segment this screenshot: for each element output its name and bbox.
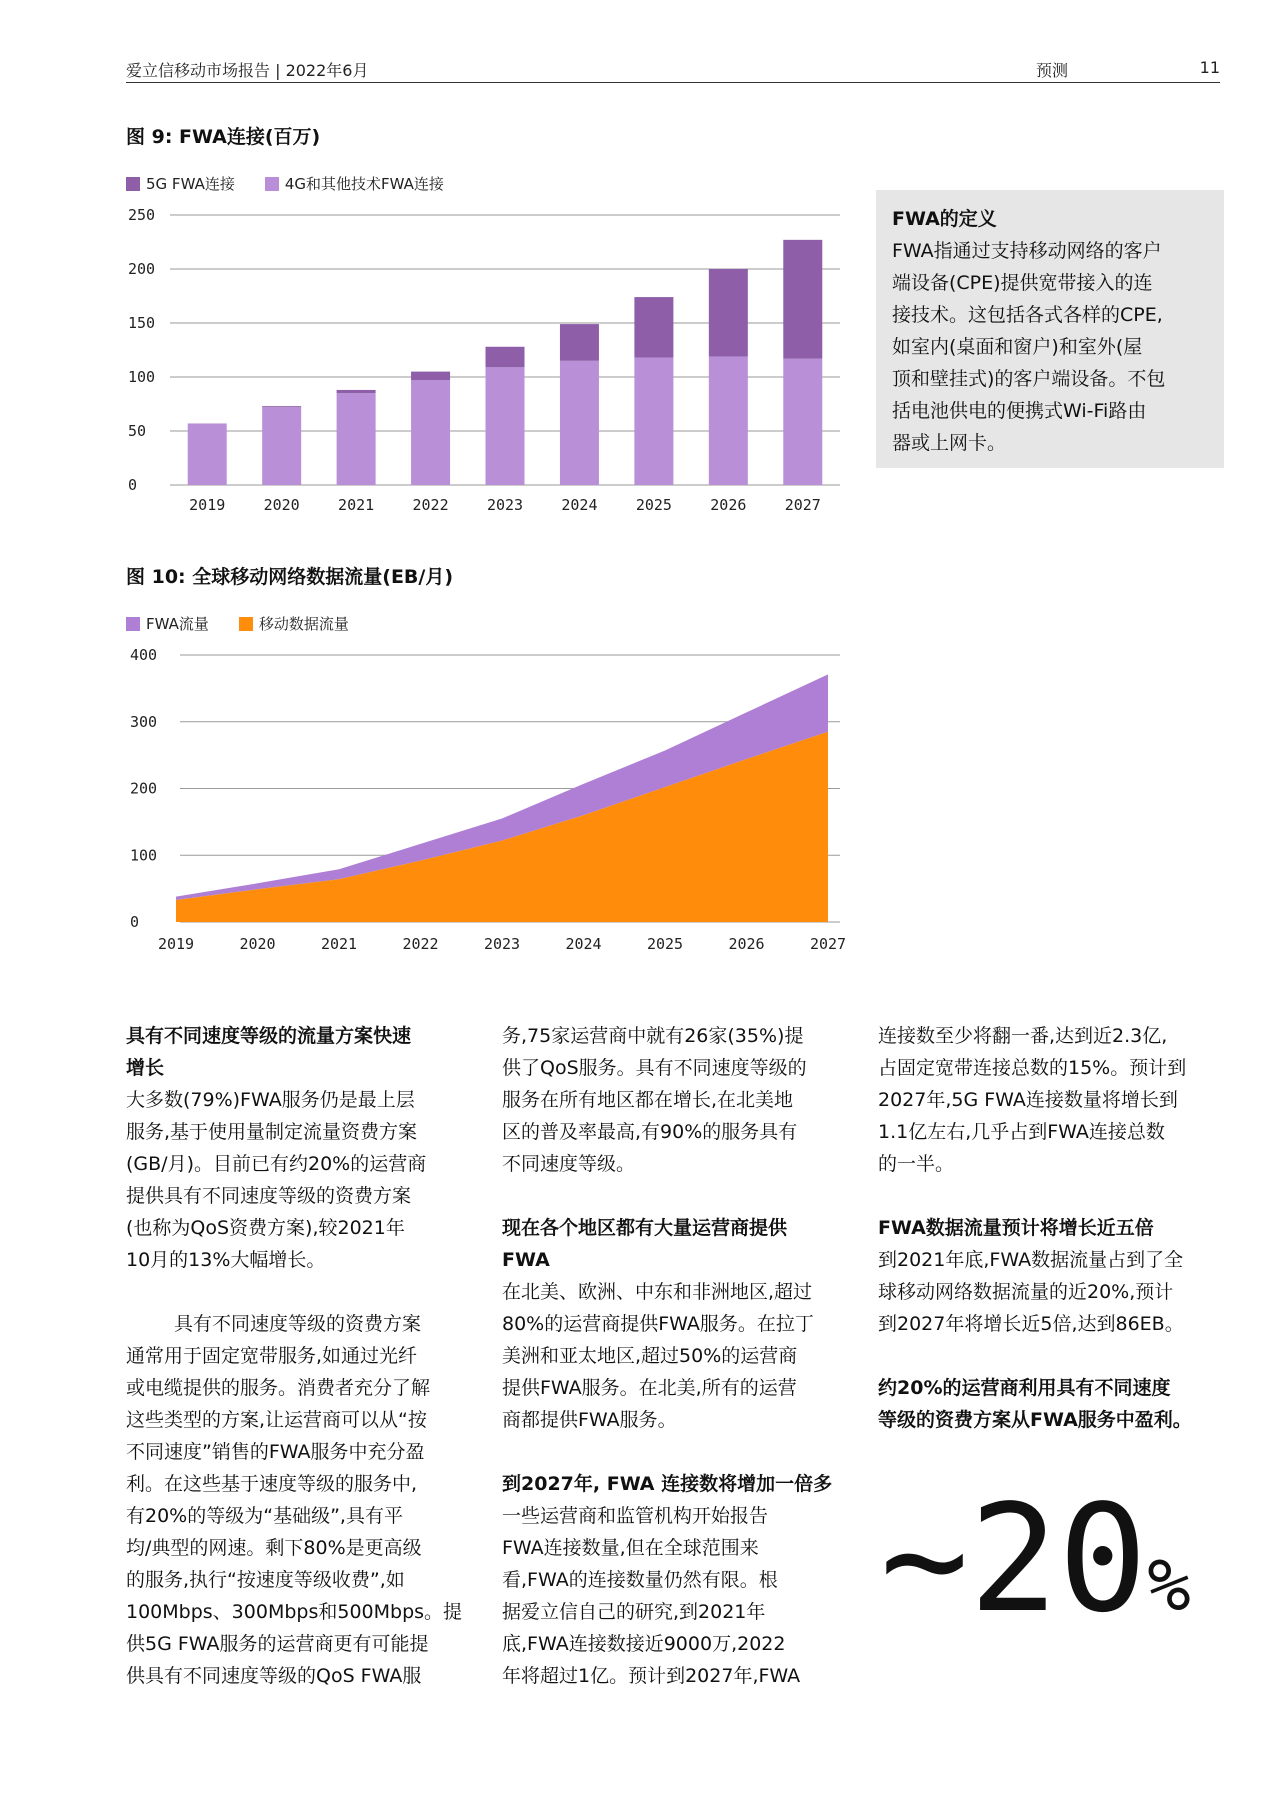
- text-line: 或电缆提供的服务。消费者充分了解: [126, 1377, 431, 1399]
- text-line: 连接数至少将翻一番,达到近2.3亿,: [878, 1025, 1168, 1047]
- y-tick-label: 50: [128, 422, 147, 440]
- definition-line: 器或上网卡。: [892, 432, 1007, 454]
- bar-4g-2024: [560, 361, 599, 485]
- text-line: 据爱立信自己的研究,到2021年: [502, 1601, 766, 1623]
- text-line: 到2027年将增长近5倍,达到86EB。: [878, 1313, 1184, 1335]
- section-heading: [126, 1020, 476, 1084]
- heading-line: 具有不同速度等级的流量方案快速: [126, 1025, 412, 1047]
- fwa-definition-box: [876, 190, 1224, 468]
- heading-line: FWA: [502, 1249, 550, 1271]
- text-line: 通常用于固定宽带服务,如通过光纤: [126, 1345, 418, 1367]
- y-tick-label: 200: [128, 260, 156, 278]
- column-1: [126, 1020, 476, 1692]
- legend-item-mobile: [239, 613, 349, 634]
- bar-4g-2022: [411, 380, 450, 485]
- text-line: 的一半。: [878, 1153, 955, 1175]
- y-tick-label: 150: [128, 314, 156, 332]
- definition-title: FWA的定义: [892, 208, 997, 230]
- bar-4g-2019: [188, 423, 227, 485]
- paragraph: [878, 1244, 1228, 1340]
- text-line: 10月的13%大幅增长。: [126, 1249, 326, 1271]
- y-tick-label: 0: [128, 476, 138, 494]
- bar-5g-2022: [411, 372, 450, 381]
- x-tick-label: 2024: [561, 496, 598, 514]
- text-line: 有20%的等级为“基础级”,具有平: [126, 1505, 403, 1527]
- heading-line: 增长: [126, 1057, 165, 1079]
- x-tick-label: 2027: [809, 935, 847, 953]
- bar-4g-2026: [709, 356, 748, 485]
- text-line: 务,75家运营商中就有26家(35%)提: [502, 1025, 804, 1047]
- bar-4g-2023: [486, 367, 525, 485]
- text-line: 100Mbps、300Mbps和500Mbps。提: [126, 1601, 463, 1623]
- text-line: 80%的运营商提供FWA服务。在拉丁: [502, 1313, 814, 1335]
- x-tick-label: 2019: [189, 496, 226, 514]
- text-line: 美洲和亚太地区,超过50%的运营商: [502, 1345, 798, 1367]
- bar-5g-2025: [634, 297, 673, 357]
- x-tick-label: 2025: [646, 935, 684, 953]
- x-tick-label: 2024: [565, 935, 602, 953]
- callout-line: 等级的资费方案从FWA服务中盈利。: [878, 1409, 1192, 1431]
- text-line: 一些运营商和监管机构开始报告: [502, 1505, 769, 1527]
- big-stat: [880, 1473, 1191, 1645]
- text-line: 不同速度”销售的FWA服务中充分盈: [126, 1441, 425, 1463]
- heading-line: FWA数据流量预计将增长近五倍: [878, 1217, 1154, 1239]
- paragraph: [502, 1276, 852, 1436]
- paragraph: [126, 1308, 476, 1692]
- x-tick-label: 2019: [157, 935, 195, 953]
- legend-swatch-4g: [265, 177, 279, 191]
- definition-line: 接技术。这包括各式各样的CPE,: [892, 304, 1163, 326]
- y-tick-label: 300: [130, 712, 158, 731]
- big-stat-unit: %: [1147, 1543, 1191, 1627]
- bar-5g-2023: [486, 347, 525, 368]
- legend-swatch-mobile: [239, 617, 253, 631]
- figure10-legend: [126, 613, 349, 634]
- text-line: 不同速度等级。: [502, 1153, 636, 1175]
- text-line: 具有不同速度等级的资费方案: [174, 1313, 422, 1335]
- column-3: [878, 1020, 1228, 1436]
- x-tick-label: 2027: [784, 496, 821, 514]
- text-line: (也称为QoS资费方案),较2021年: [126, 1217, 405, 1239]
- text-line: 看,FWA的连接数量仍然有限。根: [502, 1569, 778, 1591]
- paragraph: [502, 1500, 852, 1692]
- heading-line: 现在各个地区都有大量运营商提供: [502, 1217, 788, 1239]
- text-line: 供5G FWA服务的运营商更有可能提: [126, 1633, 429, 1655]
- text-line: 大多数(79%)FWA服务仍是最上层: [126, 1089, 415, 1111]
- text-line: 在北美、欧洲、中东和非洲地区,超过: [502, 1281, 813, 1303]
- header-rule: [126, 82, 1220, 83]
- definition-line: 端设备(CPE)提供宽带接入的连: [892, 272, 1153, 294]
- legend-label-fwa: FWA流量: [146, 615, 209, 633]
- y-tick-label: 250: [128, 206, 156, 224]
- x-tick-label: 2021: [338, 496, 375, 514]
- text-line: 供了QoS服务。具有不同速度等级的: [502, 1057, 807, 1079]
- section-label: 预测: [1035, 61, 1068, 80]
- text-line: 利。在这些基于速度等级的服务中,: [126, 1473, 418, 1495]
- text-line: 到2021年底,FWA数据流量占到了全: [878, 1249, 1184, 1271]
- bar-5g-2026: [709, 269, 748, 356]
- text-line: 区的普及率最高,有90%的服务具有: [502, 1121, 798, 1143]
- report-header-title: 爱立信移动市场报告 | 2022年6月: [126, 61, 369, 80]
- definition-line: 顶和壁挂式)的客户端设备。不包: [892, 368, 1166, 390]
- bar-5g-2021: [337, 390, 376, 393]
- x-tick-label: 2026: [728, 935, 765, 953]
- definition-text: [892, 235, 1208, 459]
- big-stat-value: ~20: [880, 1473, 1148, 1645]
- text-line: 提供FWA服务。在北美,所有的运营: [502, 1377, 797, 1399]
- column-2: [502, 1020, 852, 1692]
- text-line: 服务,基于使用量制定流量资费方案: [126, 1121, 418, 1143]
- legend-label-mobile: 移动数据流量: [258, 615, 349, 633]
- y-tick-label: 400: [130, 646, 158, 664]
- legend-item-fwa: [126, 613, 209, 634]
- bar-5g-2024: [560, 324, 599, 361]
- text-line: 这些类型的方案,让运营商可以从“按: [126, 1409, 427, 1431]
- callout-statement: [878, 1372, 1228, 1436]
- x-tick-label: 2025: [635, 496, 672, 514]
- definition-line: 如室内(桌面和窗户)和室外(屋: [892, 336, 1143, 358]
- bar-4g-2021: [337, 393, 376, 485]
- definition-line: 括电池供电的便携式Wi-Fi路由: [892, 400, 1147, 422]
- x-tick-label: 2023: [483, 935, 521, 953]
- x-tick-label: 2021: [320, 935, 358, 953]
- bar-4g-2027: [783, 359, 822, 485]
- y-tick-label: 0: [130, 913, 140, 931]
- figure10-area-chart: [120, 645, 850, 965]
- text-line: 的服务,执行“按速度等级收费”,如: [126, 1569, 405, 1591]
- text-line: FWA连接数量,但在全球范围来: [502, 1537, 759, 1559]
- callout-line: 约20%的运营商利用具有不同速度: [878, 1377, 1171, 1399]
- paragraph: [878, 1020, 1228, 1180]
- text-line: (GB/月)。目前已有约20%的运营商: [126, 1153, 427, 1175]
- text-line: 占固定宽带连接总数的15%。预计到: [878, 1057, 1187, 1079]
- x-tick-label: 2020: [263, 496, 300, 514]
- text-line: 1.1亿左右,几乎占到FWA连接总数: [878, 1121, 1165, 1143]
- x-tick-label: 2023: [486, 496, 524, 514]
- section-heading: [502, 1212, 852, 1276]
- figure9-legend: [126, 173, 444, 194]
- text-line: 提供具有不同速度等级的资费方案: [126, 1185, 412, 1207]
- figure10-title: 图 10: 全球移动网络数据流量(EB/月): [126, 566, 454, 588]
- legend-swatch-fwa: [126, 617, 140, 631]
- section-heading: [502, 1468, 852, 1500]
- legend-item-4g: [265, 173, 444, 194]
- heading-line: 到2027年, FWA 连接数将增加一倍多: [502, 1473, 833, 1495]
- section-heading: [878, 1212, 1228, 1244]
- text-line: 2027年,5G FWA连接数量将增长到: [878, 1089, 1178, 1111]
- text-line: 球移动网络数据流量的近20%,预计: [878, 1281, 1174, 1303]
- text-line: 服务在所有地区都在增长,在北美地: [502, 1089, 794, 1111]
- legend-label-5g: 5G FWA连接: [146, 175, 235, 193]
- y-tick-label: 200: [130, 779, 158, 798]
- paragraph: [502, 1020, 852, 1180]
- page-number: 11: [1199, 58, 1220, 77]
- text-line: 供具有不同速度等级的QoS FWA服: [126, 1665, 422, 1687]
- figure9-title: 图 9: FWA连接(百万): [126, 126, 321, 148]
- x-tick-label: 2022: [412, 496, 449, 514]
- text-line: 年将超过1亿。预计到2027年,FWA: [502, 1665, 801, 1687]
- x-tick-label: 2026: [710, 496, 747, 514]
- bar-5g-2020: [262, 406, 301, 407]
- y-tick-label: 100: [128, 368, 156, 386]
- x-tick-label: 2022: [402, 935, 439, 953]
- figure9-bar-chart: [120, 205, 850, 525]
- paragraph: [126, 1084, 476, 1276]
- definition-line: FWA指通过支持移动网络的客户: [892, 240, 1162, 262]
- legend-label-4g: 4G和其他技术FWA连接: [284, 175, 444, 193]
- text-line: 均/典型的网速。剩下80%是更高级: [126, 1537, 422, 1559]
- bar-5g-2027: [783, 240, 822, 359]
- bar-4g-2025: [634, 358, 673, 485]
- text-line: 商都提供FWA服务。: [502, 1409, 677, 1431]
- y-tick-label: 100: [130, 846, 158, 865]
- legend-item-5g: [126, 173, 235, 194]
- legend-swatch-5g: [126, 177, 140, 191]
- bar-4g-2020: [262, 407, 301, 485]
- text-line: 底,FWA连接数接近9000万,2022: [502, 1633, 786, 1655]
- x-tick-label: 2020: [239, 935, 276, 953]
